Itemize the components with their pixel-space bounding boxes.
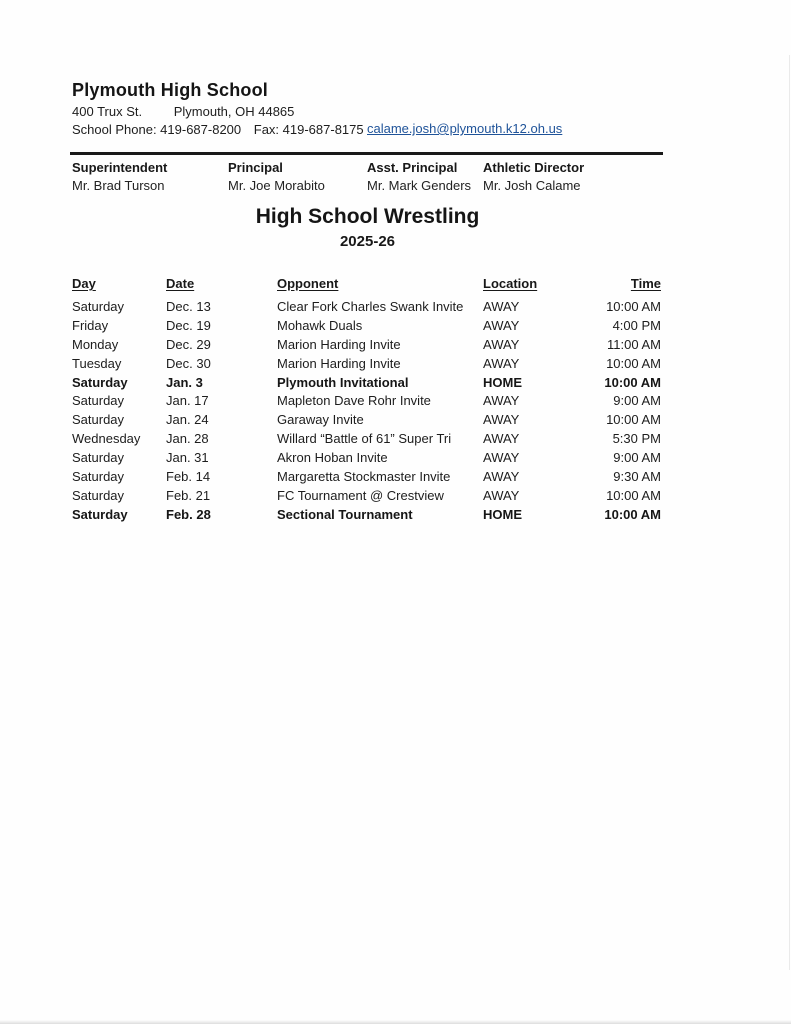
school-name: Plymouth High School — [72, 80, 268, 100]
cell-date: Feb. 14 — [166, 469, 211, 485]
cell-location: AWAY — [483, 412, 520, 428]
cell-location: AWAY — [483, 336, 520, 352]
cell-opponent: Mapleton Dave Rohr Invite — [277, 393, 431, 409]
divider-rule — [70, 152, 663, 155]
cell-day: Saturday — [72, 450, 125, 466]
cell-opponent: Garaway Invite — [277, 412, 364, 428]
cell-opponent: Marion Harding Invite — [277, 355, 401, 371]
table-row — [72, 298, 661, 317]
street-address: 400 Trux St. — [72, 104, 143, 119]
staff-name-asst-principal: Mr. Mark Genders — [367, 178, 472, 193]
cell-date: Feb. 21 — [166, 487, 211, 503]
cell-opponent: Akron Hoban Invite — [277, 450, 388, 466]
cell-day: Saturday — [72, 469, 125, 485]
phone-line — [72, 122, 364, 137]
cell-opponent: FC Tournament @ Crestview — [277, 487, 444, 503]
email-link[interactable]: calame.josh@plymouth.k12.oh.us — [367, 121, 563, 136]
cell-time: 10:00 AM — [606, 487, 661, 503]
staff-title-athletic-director: Athletic Director — [483, 160, 585, 175]
cell-opponent: Marion Harding Invite — [277, 336, 401, 352]
cell-day: Friday — [72, 317, 109, 333]
table-row — [72, 355, 661, 374]
schedule-table — [72, 274, 661, 525]
table-row — [72, 317, 661, 336]
cell-date: Dec. 19 — [166, 317, 211, 333]
column-header-opponent: Opponent — [277, 276, 339, 291]
column-header-date: Date — [166, 276, 195, 291]
table-row — [72, 336, 661, 355]
staff-directory — [72, 160, 663, 193]
cell-time: 4:00 PM — [612, 317, 661, 333]
column-header-time: Time — [630, 276, 661, 291]
cell-day: Saturday — [72, 506, 128, 522]
cell-day: Saturday — [72, 374, 128, 390]
cell-time: 11:00 AM — [607, 336, 661, 352]
table-row — [72, 487, 661, 506]
cell-date: Dec. 29 — [166, 336, 211, 352]
table-row — [72, 468, 661, 487]
staff-title-principal: Principal — [228, 160, 283, 175]
cell-location: AWAY — [483, 317, 520, 333]
cell-opponent: Clear Fork Charles Swank Invite — [277, 299, 464, 314]
scan-artifact-bottom-edge — [0, 1020, 791, 1024]
staff-name-superintendent: Mr. Brad Turson — [72, 178, 165, 193]
staff-title-asst-principal: Asst. Principal — [367, 160, 458, 175]
cell-location: AWAY — [483, 431, 520, 447]
cell-date: Feb. 28 — [166, 506, 211, 522]
cell-location: AWAY — [483, 355, 520, 371]
cell-location: AWAY — [483, 487, 520, 503]
school-phone: School Phone: 419-687-8200 — [72, 122, 242, 137]
cell-opponent: Mohawk Duals — [277, 317, 363, 333]
table-row — [72, 374, 661, 393]
cell-location: AWAY — [483, 450, 520, 466]
cell-date: Jan. 3 — [166, 374, 203, 390]
cell-opponent: Sectional Tournament — [277, 506, 413, 522]
cell-date: Jan. 31 — [166, 450, 209, 466]
cell-date: Jan. 17 — [166, 393, 209, 409]
table-row — [72, 392, 661, 411]
cell-location: HOME — [483, 506, 522, 522]
cell-time: 9:30 AM — [613, 469, 661, 485]
column-header-location: Location — [483, 276, 538, 291]
cell-time: 10:00 AM — [606, 299, 661, 314]
city-state-zip: Plymouth, OH 44865 — [173, 104, 295, 119]
table-row — [72, 411, 661, 430]
cell-time: 5:30 PM — [612, 431, 661, 447]
cell-day: Saturday — [72, 412, 125, 428]
column-header-day: Day — [72, 276, 96, 291]
staff-title-superintendent: Superintendent — [72, 160, 168, 175]
cell-day: Monday — [72, 336, 119, 352]
cell-opponent: Margaretta Stockmaster Invite — [277, 469, 451, 485]
schedule-rows — [72, 298, 661, 525]
table-row — [72, 430, 661, 449]
table-row — [72, 506, 661, 525]
schedule-title: High School Wrestling — [255, 205, 480, 228]
cell-opponent: Plymouth Invitational — [277, 374, 409, 390]
staff-name-athletic-director: Mr. Josh Calame — [483, 178, 581, 193]
table-row — [72, 449, 661, 468]
cell-date: Jan. 24 — [166, 412, 209, 428]
address-line — [72, 104, 294, 119]
document-title-block — [72, 205, 663, 250]
cell-location: HOME — [483, 374, 522, 390]
cell-day: Saturday — [72, 299, 125, 314]
cell-location: AWAY — [483, 469, 520, 485]
cell-opponent: Willard “Battle of 61” Super Tri — [277, 431, 452, 447]
cell-time: 10:00 AM — [606, 412, 661, 428]
schedule-table-header — [72, 274, 661, 293]
schedule-season: 2025-26 — [339, 233, 396, 250]
cell-day: Wednesday — [72, 431, 141, 447]
cell-day: Tuesday — [72, 355, 122, 371]
cell-time: 10:00 AM — [604, 374, 661, 390]
cell-time: 10:00 AM — [604, 506, 661, 522]
scan-artifact-right-edge — [789, 55, 790, 970]
cell-date: Jan. 28 — [166, 431, 209, 447]
cell-day: Saturday — [72, 487, 125, 503]
cell-time: 9:00 AM — [613, 450, 661, 466]
staff-name-principal: Mr. Joe Morabito — [228, 178, 325, 193]
cell-location: AWAY — [483, 299, 520, 314]
cell-date: Dec. 13 — [166, 299, 211, 314]
cell-location: AWAY — [483, 393, 520, 409]
cell-time: 9:00 AM — [613, 393, 661, 409]
school-fax: Fax: 419-687-8175 — [253, 122, 364, 137]
cell-day: Saturday — [72, 393, 125, 409]
cell-time: 10:00 AM — [606, 355, 661, 371]
cell-date: Dec. 30 — [166, 355, 211, 371]
